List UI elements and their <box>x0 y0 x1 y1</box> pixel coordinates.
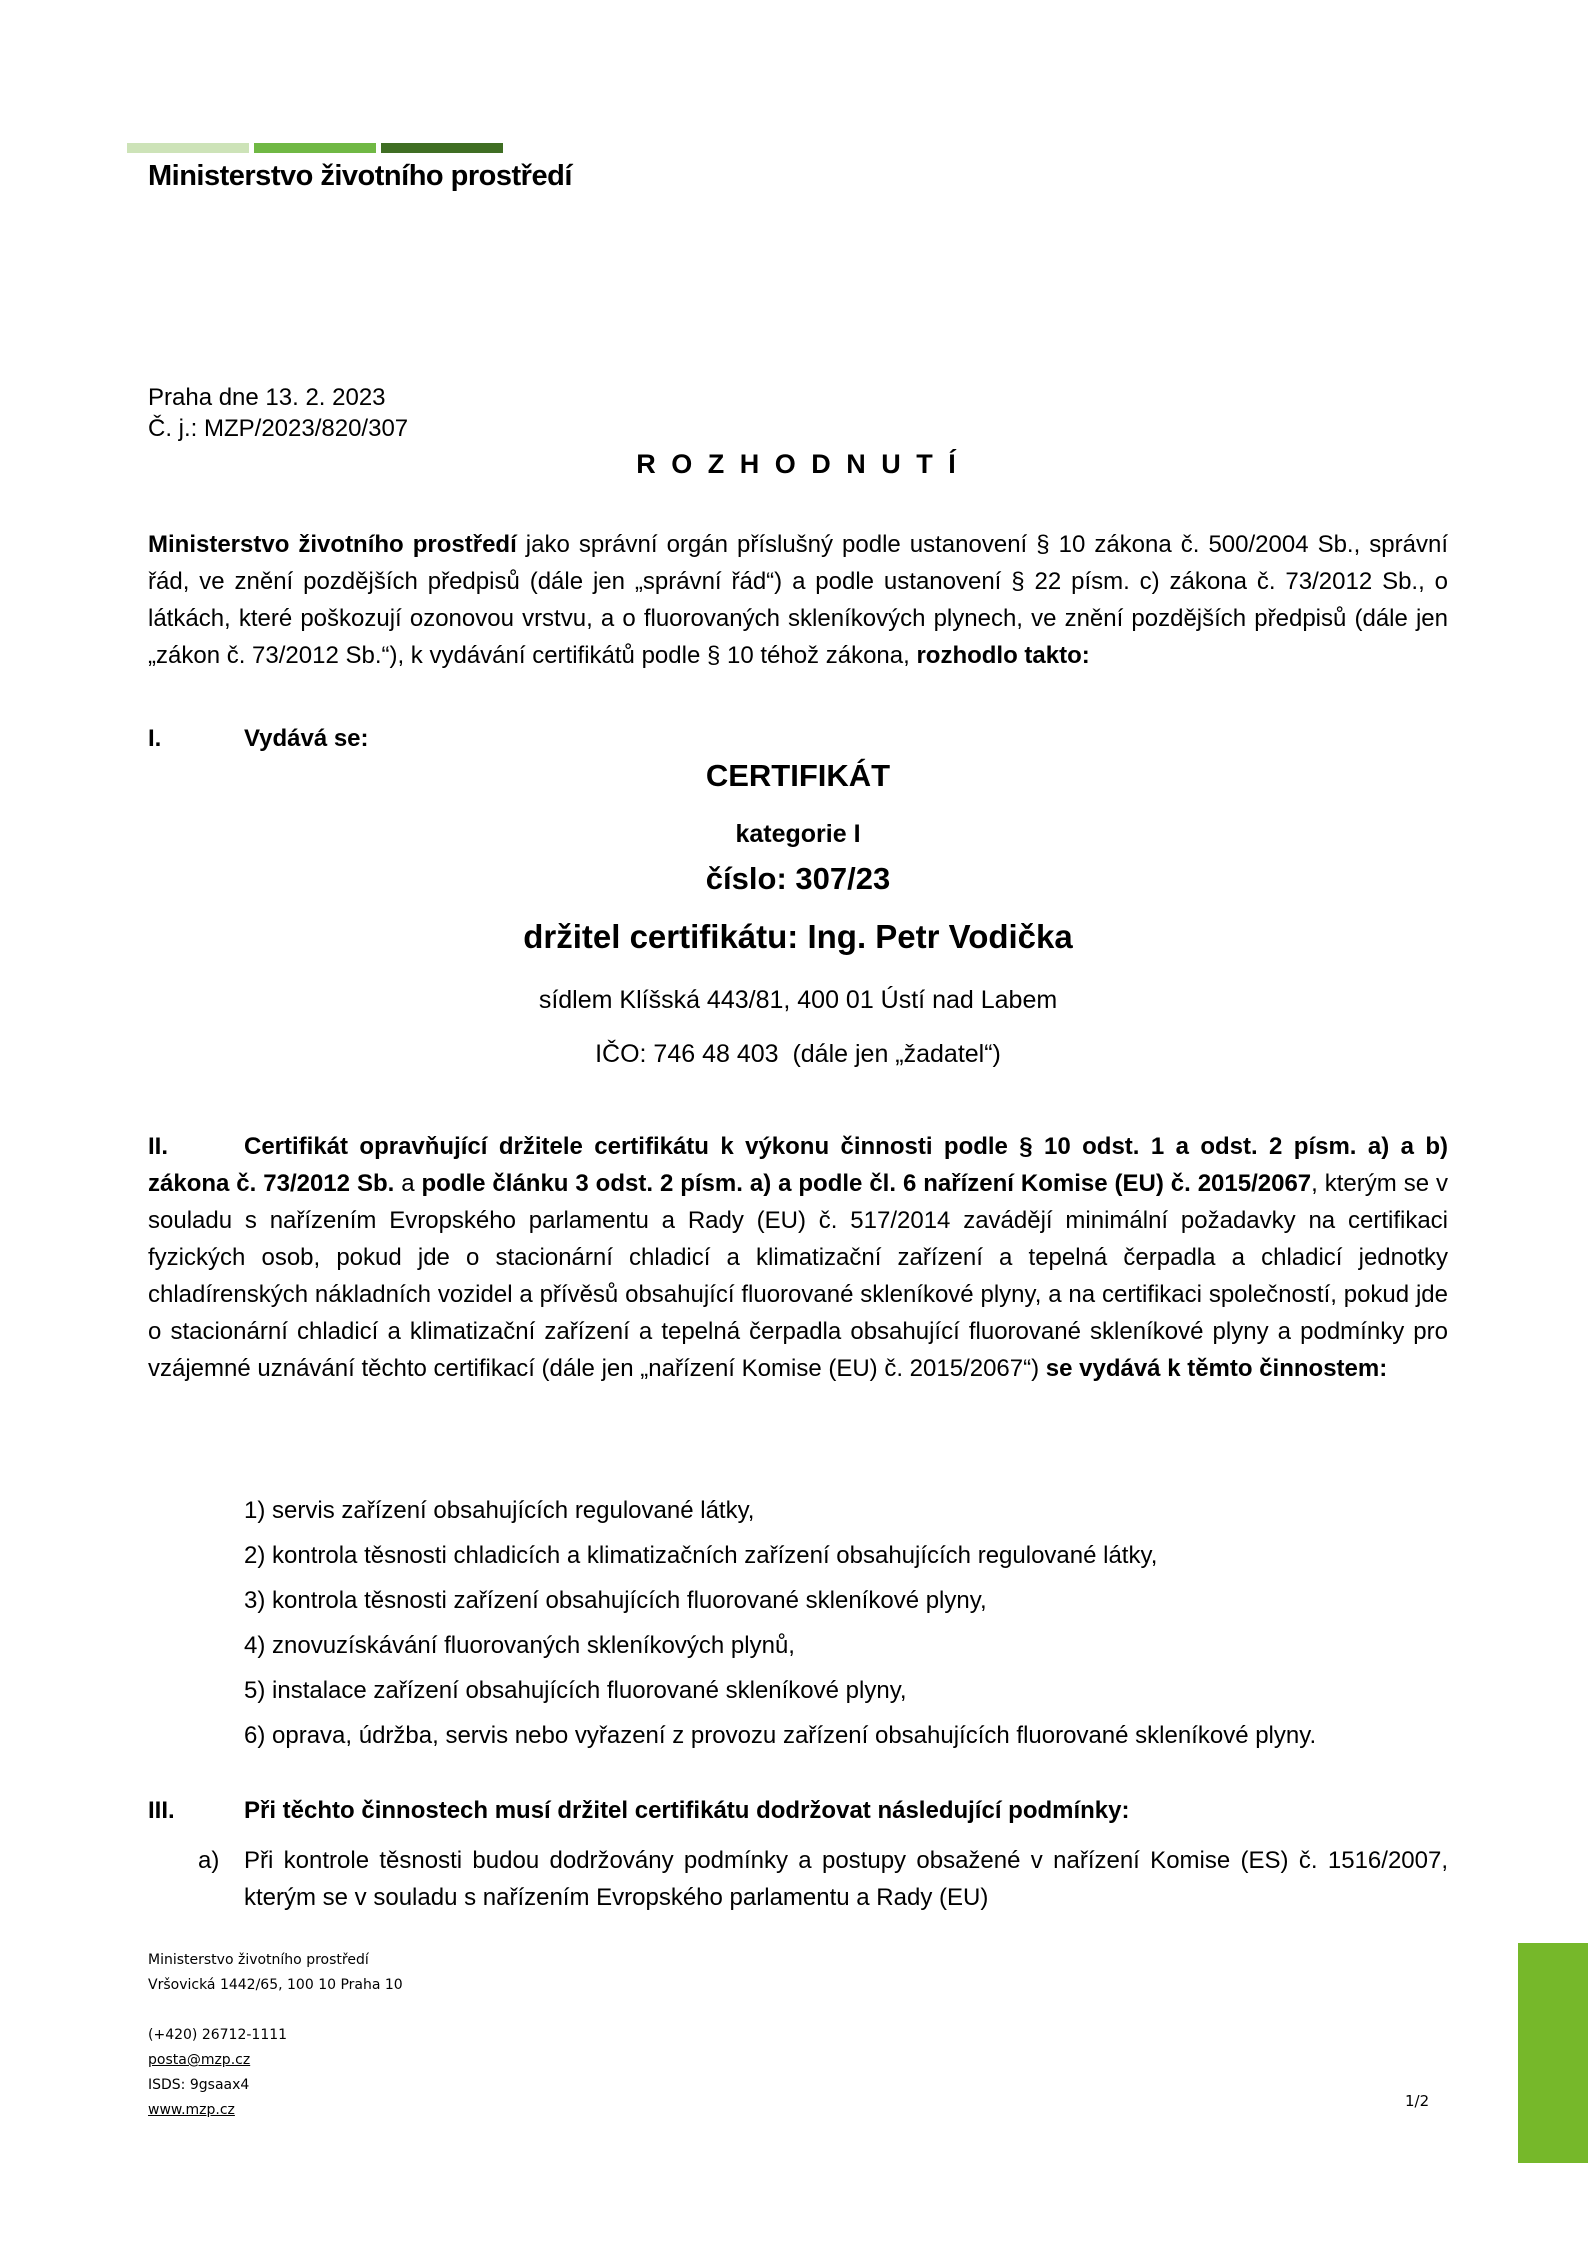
document-title: R O Z H O D N U T Í <box>636 449 960 479</box>
certificate-heading: CERTIFIKÁT <box>705 758 891 793</box>
activity-number: 3) <box>244 1587 266 1614</box>
section-ii-number: II. <box>148 1133 169 1160</box>
place-date: Praha dne 13. 2. 2023 <box>148 384 386 411</box>
footer-contact-block <box>148 2023 1448 2123</box>
section-ii-run: Certifikát opravňující držitele certifikátu k výkonu činnosti podle § 10 odst. 1 a odst. 2 písm. a) a b) zákona č. 73/2012 Sb. <box>148 1133 1448 1197</box>
activity-text: servis zařízení obsahujících regulované látky, <box>272 1497 755 1524</box>
intro-run: jako správní orgán příslušný podle ustanovení § 10 zákona č. 500/2004 Sb., správní řád, ve znění pozdějších předpisů (dále jen „správní řád“) a podle ustanovení § 22 písm. c) zákona č. 73/2012 Sb., o látkách, které poškozují ozonovou vrstvu, a o fluorovaných skleníkových plynech, ve znění pozdějších předpisů (dále jen „zákon č. 73/2012 Sb.“), k vydávání certifikátů podle § 10 téhož zákona, <box>148 531 1448 669</box>
intro-run: rozhodlo takto: <box>916 642 1090 669</box>
section-i-heading <box>148 720 1448 757</box>
logo-bar-medium-icon <box>254 143 376 153</box>
activity-item <box>244 1627 1448 1664</box>
footer-website-link[interactable]: www.mzp.cz <box>148 2102 235 2118</box>
activity-number: 5) <box>244 1677 266 1704</box>
condition-item <box>198 1842 1448 1916</box>
activity-text: znovuzískávání fluorovaných skleníkových plynů, <box>272 1632 795 1659</box>
certificate-holder-ico: IČO: 746 48 403 (dále jen „žadatel“) <box>595 1040 1001 1068</box>
section-ii-paragraph <box>148 1128 1448 1387</box>
activity-item <box>244 1582 1448 1619</box>
document-meta <box>148 382 1448 444</box>
reference-number: Č. j.: MZP/2023/820/307 <box>148 415 409 442</box>
certificate-number: číslo: 307/23 <box>705 861 891 896</box>
section-ii-run: se vydává k těmto činnostem: <box>1045 1355 1388 1382</box>
certificate-category: kategorie I <box>735 820 861 848</box>
section-i-title: Vydává se: <box>244 725 369 752</box>
activity-text: instalace zařízení obsahujících fluorované skleníkové plyny, <box>272 1677 907 1704</box>
logo-bar-dark-icon <box>381 143 503 153</box>
condition-text: Při kontrole těsnosti budou dodržovány podmínky a postupy obsažené v nařízení Komise (ES) č. 1516/2007, kterým se v souladu s nařízením Evropského parlamentu a Rady (EU) <box>244 1847 1448 1911</box>
section-i-number: I. <box>148 725 162 752</box>
section-iii-number: III. <box>148 1797 175 1824</box>
activity-text: oprava, údržba, servis nebo vyřazení z provozu zařízení obsahujících fluorované skleníkové plyny. <box>272 1722 1317 1749</box>
page-footer <box>148 1948 1448 2123</box>
section-iii-heading <box>148 1792 1448 1829</box>
section-iii-title: Při těchto činnostech musí držitel certifikátu dodržovat následující podmínky: <box>244 1797 1130 1824</box>
activity-number: 2) <box>244 1542 266 1569</box>
activity-item <box>244 1672 1448 1709</box>
conditions-list <box>148 1842 1448 1916</box>
logo-bar-light-icon <box>127 143 249 153</box>
section-ii-run: a <box>394 1170 422 1197</box>
activity-number: 6) <box>244 1722 266 1749</box>
footer-isds: ISDS: 9gsaax4 <box>148 2077 250 2093</box>
page-number: 1/2 <box>1405 2092 1430 2110</box>
certificate-holder-address: sídlem Klíšská 443/81, 400 01 Ústí nad Labem <box>538 986 1058 1014</box>
activity-number: 1) <box>244 1497 266 1524</box>
intro-run: Ministerstvo životního prostředí <box>148 531 517 558</box>
activity-number: 4) <box>244 1632 266 1659</box>
footer-phone: (+420) 26712-1111 <box>148 2027 288 2043</box>
activity-item <box>244 1492 1448 1529</box>
green-accent-block <box>1518 1943 1588 2163</box>
activity-text: kontrola těsnosti chladicích a klimatizačních zařízení obsahujících regulované látky, <box>272 1542 1158 1569</box>
intro-paragraph <box>148 526 1448 674</box>
activity-text: kontrola těsnosti zařízení obsahujících fluorované skleníkové plyny, <box>272 1587 987 1614</box>
footer-street-address: Vršovická 1442/65, 100 10 Praha 10 <box>148 1977 403 1993</box>
condition-label: a) <box>198 1847 220 1874</box>
certificate-holder: držitel certifikátu: Ing. Petr Vodička <box>523 918 1073 955</box>
footer-org: Ministerstvo životního prostředí <box>148 1952 369 1968</box>
activity-item <box>244 1717 1448 1754</box>
section-ii-run: podle článku 3 odst. 2 písm. a) a podle čl. 6 nařízení Komise (EU) č. 2015/2067 <box>421 1170 1312 1197</box>
logo-bars <box>127 143 503 153</box>
footer-email-link[interactable]: posta@mzp.cz <box>148 2052 251 2068</box>
activity-item <box>244 1537 1448 1574</box>
logo-org-name: Ministerstvo životního prostředí <box>148 160 572 192</box>
section-ii-run: , kterým se v souladu s nařízením Evropského parlamentu a Rady (EU) č. 517/2014 zavádějí minimální požadavky na certifikaci fyzických osob, pokud jde o stacionární chladicí a klimatizační zařízení a tepelná čerpadla a chladicí jednotky chladírenských nákladních vozidel a přívěsů obsahující fluorované skleníkové plyny, a na certifikaci společností, pokud jde o stacionární chladicí a klimatizační zařízení a tepelná čerpadla obsahující fluorované skleníkové plyny a podmínky pro vzájemné uznávání těchto certifikací (dále jen „nařízení Komise (EU) č. 2015/2067“) <box>148 1170 1448 1382</box>
footer-address-block <box>148 1948 1448 1998</box>
activities-list <box>148 1492 1448 1762</box>
